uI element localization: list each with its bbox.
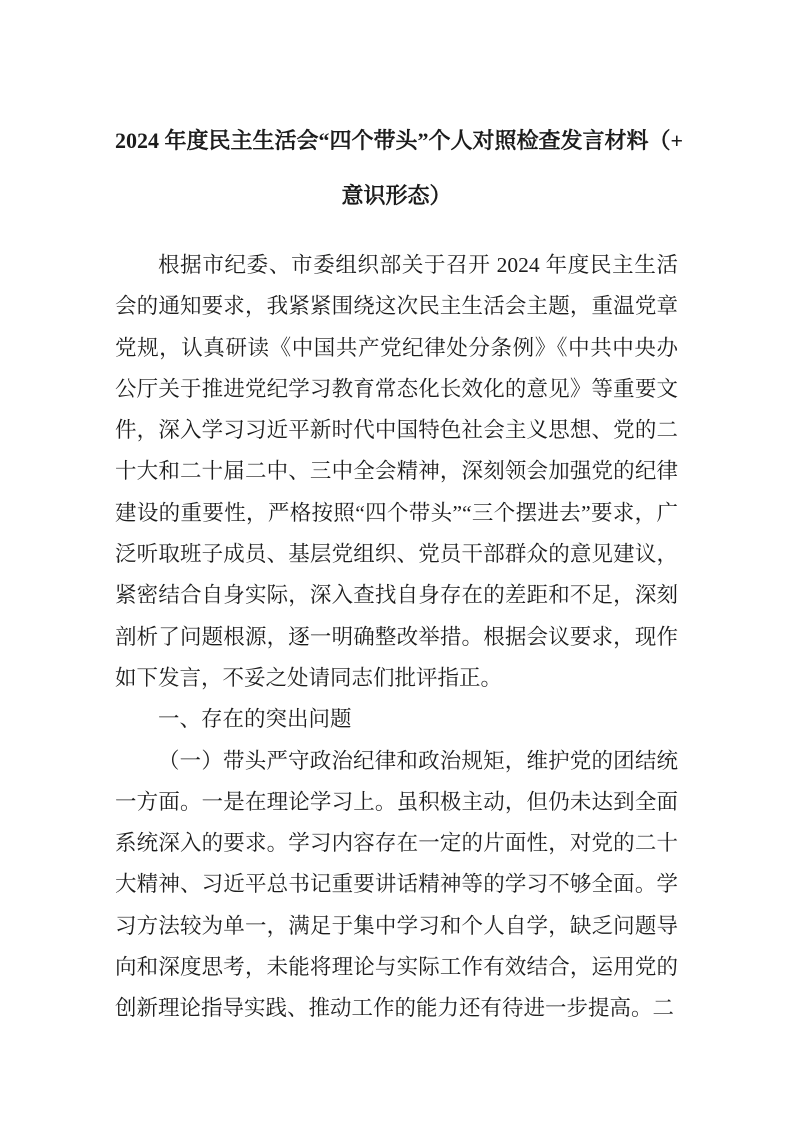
document-title-line-1: 2024 年度民主生活会“四个带头”个人对照检查发言材料（+: [115, 128, 684, 153]
section-heading-problems: 一、存在的突出问题: [158, 707, 352, 732]
document-title: [115, 113, 684, 223]
document-content: [115, 113, 684, 1030]
paragraph-introduction: 根据市纪委、市委组织部关于召开 2024 年度民主生活会的通知要求，我紧紧围绕这次民主生活会主题，重温党章党规，认真研读《中国共产党纪律处分条例》《中共中央办公厅关于推进党纪学习教育常态化长效化的意见》等重要文件，深入学习习近平新时代中国特色社会主义思想、党的二十大和二十届二中、三中全会精神，深刻领会加强党的纪律建设的重要性，严格按照“四个带头”“三个摆进去”要求，广泛听取班子成员、基层党组织、党员干部群众的意见建议，紧密结合自身实际，深入查找自身存在的差距和不足，深刻剖析了问题根源，逐一明确整改举措。根据会议要求，现作如下发言，不妥之处请同志们批评指正。: [115, 253, 678, 690]
document-title-line-2: 意识形态）: [341, 183, 452, 208]
paragraph-problem-one: （一）带头严守政治纪律和政治规矩，维护党的团结统一方面。一是在理论学习上。虽积极主动，但仍未达到全面系统深入的要求。学习内容存在一定的片面性，对党的二十大精神、习近平总书记重要讲话精神等的学习不够全面。学习方法较为单一，满足于集中学习和个人自学，缺乏问题导向和深度思考，未能将理论与实际工作有效结合，运用党的创新理论指导实践、推动工作的能力还有待进一步提高。二: [115, 748, 678, 1021]
